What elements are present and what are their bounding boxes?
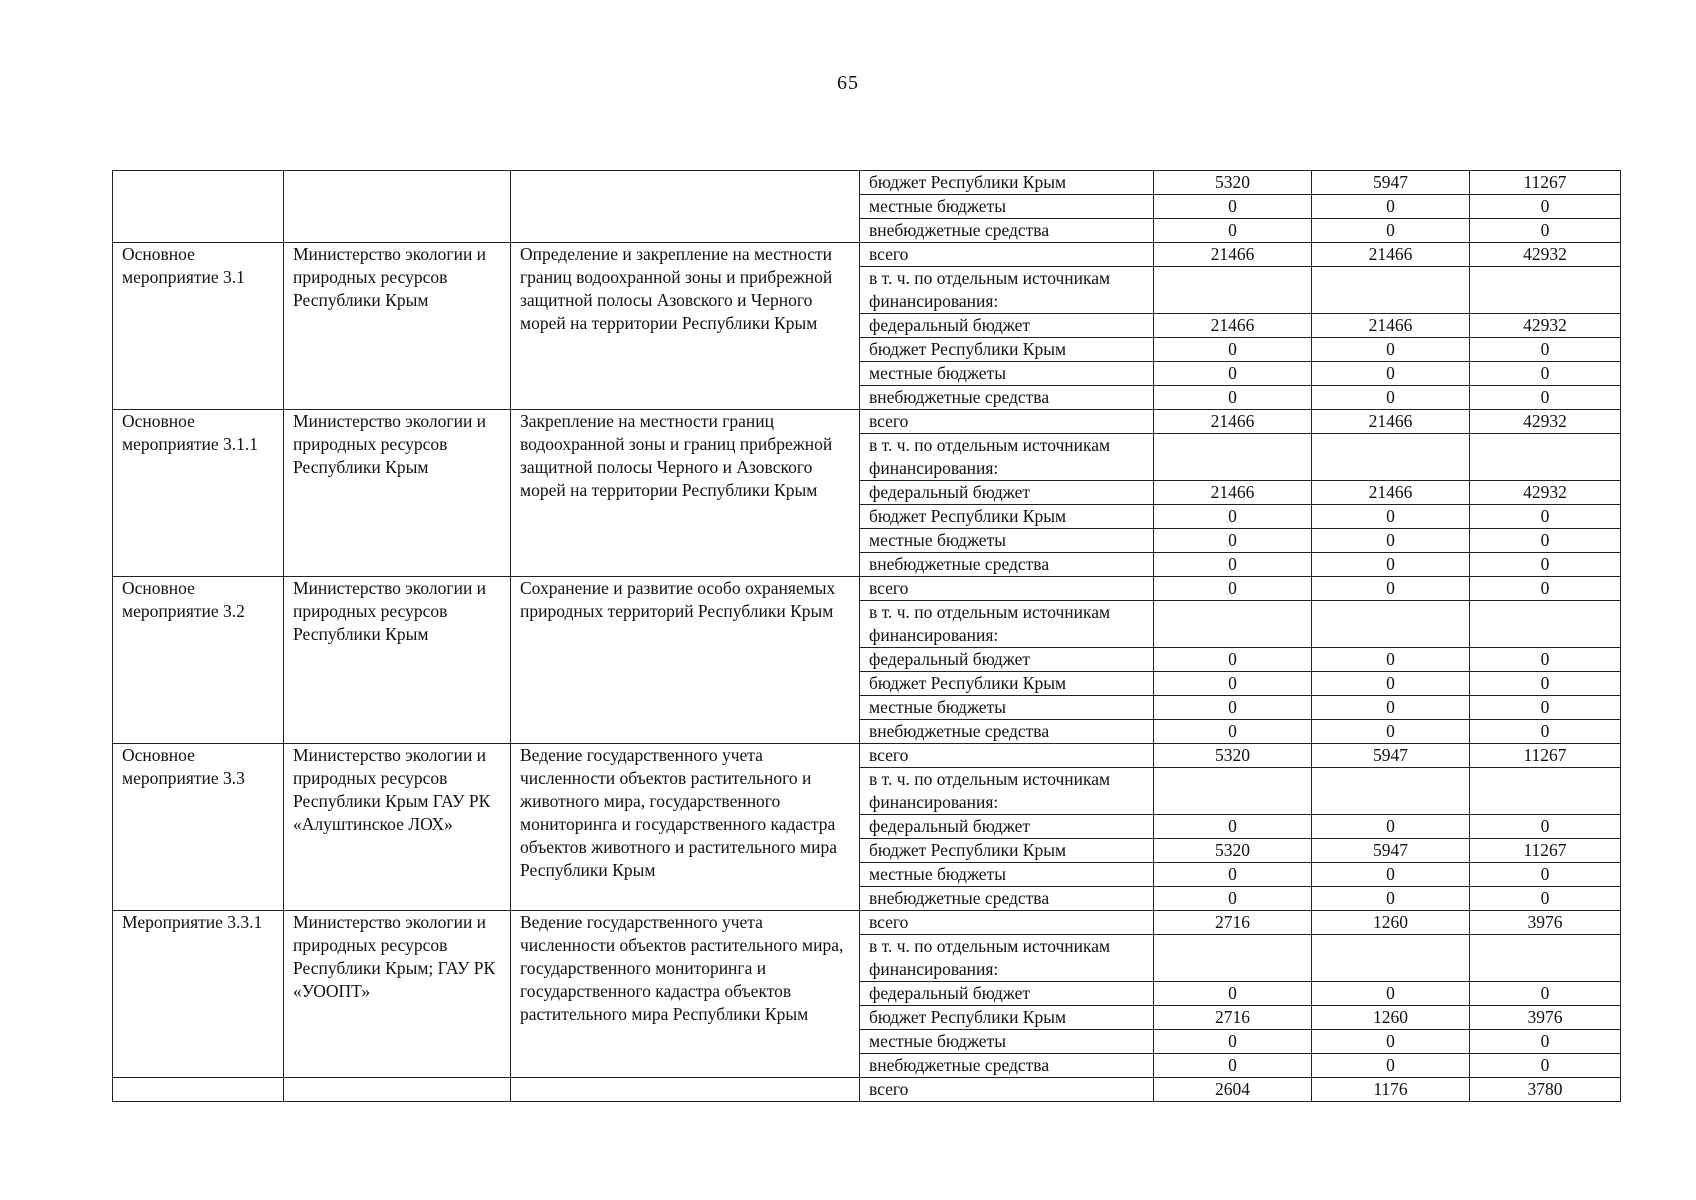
amount-cell: 0	[1154, 696, 1312, 720]
amount-cell: 0	[1312, 362, 1470, 386]
amount-cell	[1312, 267, 1470, 314]
measure-executor-cell: Министерство экологии и природных ресурсов Республики Крым	[284, 410, 511, 577]
funding-source-cell: местные бюджеты	[860, 529, 1154, 553]
amount-cell	[1154, 434, 1312, 481]
amount-cell: 0	[1470, 720, 1621, 744]
financing-table	[112, 170, 1621, 1102]
amount-cell: 0	[1312, 505, 1470, 529]
measure-description-cell: Сохранение и развитие особо охраняемых природных территорий Республики Крым	[511, 577, 860, 744]
amount-cell: 0	[1154, 1030, 1312, 1054]
continuation-name-cell	[113, 171, 284, 243]
table-row	[113, 744, 1621, 768]
amount-cell: 0	[1470, 386, 1621, 410]
measure-description-cell: Ведение государственного учета численности объектов растительного и животного мира, государственного мониторинга и государственного кадастра объектов животного и растительного мира Республики Крым	[511, 744, 860, 911]
amount-cell: 0	[1312, 195, 1470, 219]
funding-source-cell: внебюджетные средства	[860, 1054, 1154, 1078]
funding-source-cell: федеральный бюджет	[860, 481, 1154, 505]
funding-source-cell: местные бюджеты	[860, 863, 1154, 887]
amount-cell: 21466	[1312, 243, 1470, 267]
amount-cell: 0	[1154, 505, 1312, 529]
funding-source-cell: местные бюджеты	[860, 195, 1154, 219]
amount-cell: 0	[1312, 863, 1470, 887]
amount-cell: 21466	[1154, 481, 1312, 505]
funding-source-cell: внебюджетные средства	[860, 386, 1154, 410]
measure-executor-cell: Министерство экологии и природных ресурсов Республики Крым; ГАУ РК «УООПТ»	[284, 911, 511, 1078]
amount-cell: 5947	[1312, 744, 1470, 768]
amount-cell: 21466	[1154, 410, 1312, 434]
amount-cell: 3976	[1470, 911, 1621, 935]
amount-cell: 0	[1470, 672, 1621, 696]
funding-source-cell: всего	[860, 243, 1154, 267]
funding-source-cell: в т. ч. по отдельным источникам финансирования:	[860, 768, 1154, 815]
amount-cell: 0	[1470, 577, 1621, 601]
amount-cell: 0	[1154, 338, 1312, 362]
amount-cell: 11267	[1470, 171, 1621, 195]
measure-name-cell: Основное мероприятие 3.2	[113, 577, 284, 744]
table-row	[113, 243, 1621, 267]
amount-cell	[1470, 267, 1621, 314]
amount-cell: 0	[1312, 1054, 1470, 1078]
amount-cell: 42932	[1470, 243, 1621, 267]
amount-cell: 1176	[1312, 1078, 1470, 1102]
amount-cell: 0	[1470, 195, 1621, 219]
amount-cell: 0	[1312, 553, 1470, 577]
continuation-description-cell	[511, 171, 860, 243]
amount-cell: 0	[1312, 1030, 1470, 1054]
amount-cell	[1154, 768, 1312, 815]
funding-source-cell: внебюджетные средства	[860, 553, 1154, 577]
amount-cell: 0	[1154, 672, 1312, 696]
amount-cell: 0	[1154, 720, 1312, 744]
amount-cell: 0	[1154, 1054, 1312, 1078]
amount-cell: 21466	[1312, 314, 1470, 338]
measure-executor-cell: Министерство экологии и природных ресурсов Республики Крым	[284, 243, 511, 410]
funding-source-cell: внебюджетные средства	[860, 720, 1154, 744]
funding-source-cell: всего	[860, 577, 1154, 601]
measure-description-cell: Ведение государственного учета численности объектов растительного мира, государственного мониторинга и государственного кадастра объектов растительного мира Республики Крым	[511, 911, 860, 1078]
amount-cell: 21466	[1312, 481, 1470, 505]
amount-cell: 0	[1154, 195, 1312, 219]
amount-cell: 0	[1312, 338, 1470, 362]
amount-cell	[1470, 601, 1621, 648]
amount-cell: 21466	[1312, 410, 1470, 434]
amount-cell: 0	[1470, 338, 1621, 362]
amount-cell: 5947	[1312, 171, 1470, 195]
funding-source-cell: всего	[860, 744, 1154, 768]
measure-executor-cell: Министерство экологии и природных ресурсов Республики Крым ГАУ РК «Алуштинское ЛОХ»	[284, 744, 511, 911]
amount-cell: 1260	[1312, 1006, 1470, 1030]
amount-cell: 0	[1154, 219, 1312, 243]
measure-description-cell: Закрепление на местности границ водоохранной зоны и границ прибрежной защитной полосы Черного и Азовского морей на территории Республики Крым	[511, 410, 860, 577]
amount-cell: 0	[1154, 887, 1312, 911]
funding-source-cell: в т. ч. по отдельным источникам финансирования:	[860, 935, 1154, 982]
amount-cell: 0	[1470, 219, 1621, 243]
amount-cell: 42932	[1470, 314, 1621, 338]
funding-source-cell: всего	[860, 410, 1154, 434]
amount-cell: 0	[1154, 648, 1312, 672]
amount-cell: 0	[1154, 386, 1312, 410]
amount-cell	[1470, 434, 1621, 481]
amount-cell: 0	[1312, 529, 1470, 553]
table-row	[113, 911, 1621, 935]
funding-source-cell: местные бюджеты	[860, 362, 1154, 386]
amount-cell: 3780	[1470, 1078, 1621, 1102]
amount-cell	[1312, 434, 1470, 481]
table-row	[113, 577, 1621, 601]
amount-cell	[1154, 935, 1312, 982]
funding-source-cell: бюджет Республики Крым	[860, 1006, 1154, 1030]
amount-cell: 0	[1312, 815, 1470, 839]
amount-cell: 5320	[1154, 744, 1312, 768]
amount-cell: 2604	[1154, 1078, 1312, 1102]
funding-source-cell: бюджет Республики Крым	[860, 171, 1154, 195]
funding-source-cell: местные бюджеты	[860, 696, 1154, 720]
amount-cell: 0	[1154, 362, 1312, 386]
funding-source-cell: в т. ч. по отдельным источникам финансирования:	[860, 267, 1154, 314]
funding-source-cell: всего	[860, 911, 1154, 935]
amount-cell: 0	[1154, 577, 1312, 601]
next-executor-cell	[284, 1078, 511, 1102]
amount-cell: 21466	[1154, 243, 1312, 267]
amount-cell	[1154, 267, 1312, 314]
amount-cell: 0	[1154, 529, 1312, 553]
amount-cell: 0	[1154, 553, 1312, 577]
amount-cell: 2716	[1154, 1006, 1312, 1030]
measure-description-cell: Определение и закрепление на местности границ водоохранной зоны и прибрежной защитной полосы Азовского и Черного морей на территории Республики Крым	[511, 243, 860, 410]
amount-cell: 3976	[1470, 1006, 1621, 1030]
funding-source-cell: всего	[860, 1078, 1154, 1102]
amount-cell	[1312, 768, 1470, 815]
next-description-cell	[511, 1078, 860, 1102]
amount-cell: 0	[1312, 696, 1470, 720]
funding-source-cell: федеральный бюджет	[860, 815, 1154, 839]
amount-cell: 5320	[1154, 839, 1312, 863]
amount-cell: 0	[1312, 672, 1470, 696]
page-number: 65	[837, 72, 859, 94]
amount-cell: 0	[1470, 648, 1621, 672]
funding-source-cell: федеральный бюджет	[860, 982, 1154, 1006]
amount-cell: 0	[1312, 982, 1470, 1006]
amount-cell: 0	[1312, 386, 1470, 410]
amount-cell: 0	[1470, 863, 1621, 887]
funding-source-cell: бюджет Республики Крым	[860, 338, 1154, 362]
amount-cell: 42932	[1470, 410, 1621, 434]
amount-cell: 0	[1154, 815, 1312, 839]
measure-name-cell: Основное мероприятие 3.3	[113, 744, 284, 911]
funding-source-cell: бюджет Республики Крым	[860, 839, 1154, 863]
funding-source-cell: в т. ч. по отдельным источникам финансирования:	[860, 434, 1154, 481]
funding-source-cell: федеральный бюджет	[860, 314, 1154, 338]
amount-cell: 0	[1312, 887, 1470, 911]
amount-cell: 0	[1470, 887, 1621, 911]
amount-cell: 5320	[1154, 171, 1312, 195]
amount-cell	[1312, 601, 1470, 648]
amount-cell: 11267	[1470, 839, 1621, 863]
amount-cell: 0	[1470, 696, 1621, 720]
measure-executor-cell: Министерство экологии и природных ресурсов Республики Крым	[284, 577, 511, 744]
funding-source-cell: бюджет Республики Крым	[860, 505, 1154, 529]
table-row	[113, 171, 1621, 195]
table-row	[113, 410, 1621, 434]
amount-cell: 5947	[1312, 839, 1470, 863]
amount-cell: 0	[1470, 553, 1621, 577]
amount-cell: 21466	[1154, 314, 1312, 338]
amount-cell: 0	[1312, 720, 1470, 744]
funding-source-cell: в т. ч. по отдельным источникам финансирования:	[860, 601, 1154, 648]
amount-cell: 0	[1470, 505, 1621, 529]
amount-cell: 0	[1154, 863, 1312, 887]
amount-cell: 0	[1470, 362, 1621, 386]
measure-name-cell: Основное мероприятие 3.1.1	[113, 410, 284, 577]
amount-cell: 42932	[1470, 481, 1621, 505]
amount-cell: 11267	[1470, 744, 1621, 768]
amount-cell	[1470, 935, 1621, 982]
amount-cell: 0	[1470, 815, 1621, 839]
funding-source-cell: внебюджетные средства	[860, 219, 1154, 243]
funding-source-cell: местные бюджеты	[860, 1030, 1154, 1054]
amount-cell	[1312, 935, 1470, 982]
funding-source-cell: бюджет Республики Крым	[860, 672, 1154, 696]
amount-cell	[1154, 601, 1312, 648]
amount-cell: 0	[1470, 982, 1621, 1006]
amount-cell: 0	[1312, 577, 1470, 601]
continuation-executor-cell	[284, 171, 511, 243]
funding-source-cell: внебюджетные средства	[860, 887, 1154, 911]
amount-cell: 0	[1154, 982, 1312, 1006]
amount-cell	[1470, 768, 1621, 815]
table-row	[113, 1078, 1621, 1102]
amount-cell: 1260	[1312, 911, 1470, 935]
amount-cell: 0	[1470, 529, 1621, 553]
amount-cell: 0	[1470, 1054, 1621, 1078]
financing-table-body	[113, 171, 1621, 1102]
measure-name-cell: Основное мероприятие 3.1	[113, 243, 284, 410]
funding-source-cell: федеральный бюджет	[860, 648, 1154, 672]
measure-name-cell: Мероприятие 3.3.1	[113, 911, 284, 1078]
amount-cell: 2716	[1154, 911, 1312, 935]
amount-cell: 0	[1470, 1030, 1621, 1054]
next-name-cell	[113, 1078, 284, 1102]
amount-cell: 0	[1312, 219, 1470, 243]
amount-cell: 0	[1312, 648, 1470, 672]
